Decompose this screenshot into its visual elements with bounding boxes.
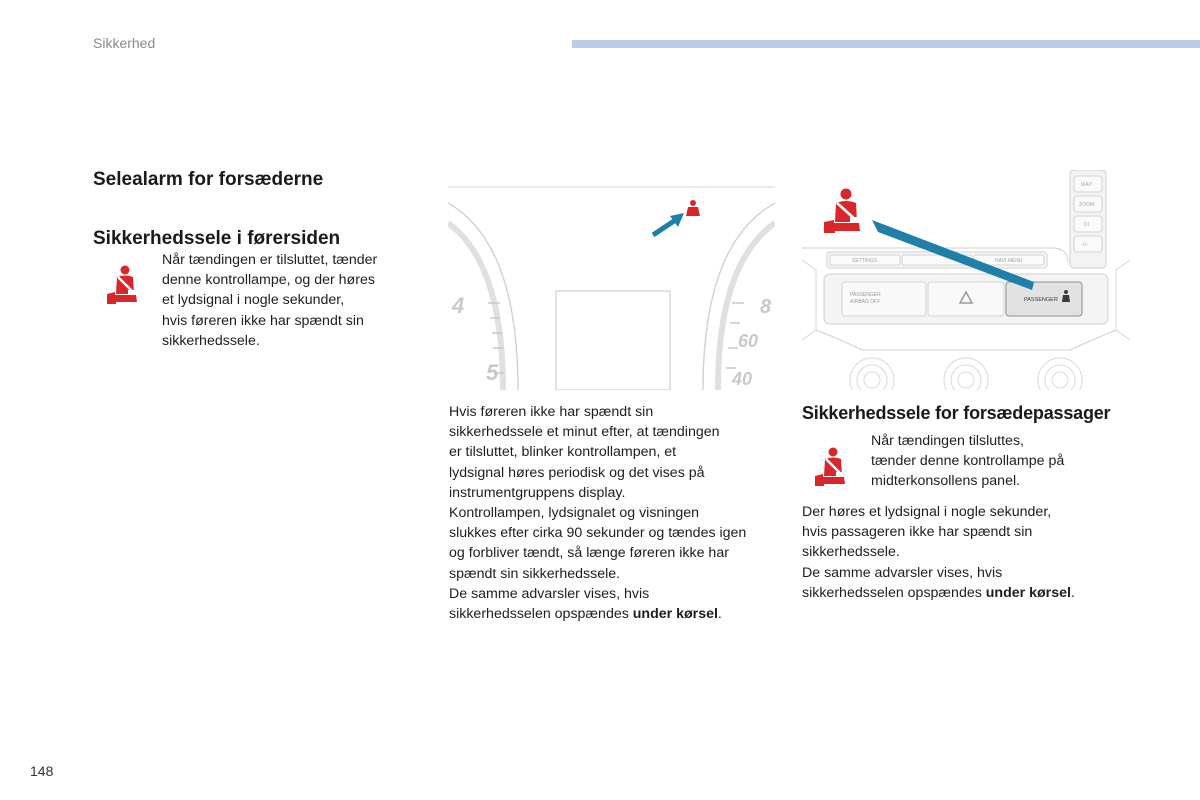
- text-span: .: [717, 606, 722, 623]
- text-line: instrumentgruppens display.: [449, 484, 626, 501]
- page-heading: Selealarm for forsæderne: [93, 169, 324, 190]
- airbag-label: PASSENGER: [850, 292, 881, 298]
- console-side-label: ZOOM: [1079, 202, 1094, 208]
- seatbelt-warning-large-icon: [824, 189, 860, 234]
- text-line: tænder denne kontrollampe på: [871, 453, 1065, 470]
- console-side-label: +/-: [1082, 242, 1088, 248]
- seatbelt-warning-icon: [812, 446, 854, 490]
- gauge-number: 5: [486, 360, 499, 385]
- text-line: er tilsluttet, blinker kontrollampen, et: [449, 444, 677, 461]
- emphasis-text: under kørsel: [632, 606, 718, 623]
- passenger-intro: [871, 431, 1111, 492]
- airbag-label: AIRBAG OFF: [850, 299, 881, 305]
- text-line: [802, 583, 1112, 603]
- text-line: hvis føreren ikke har spændt sin: [162, 312, 364, 329]
- console-side-label: MAP: [1081, 182, 1092, 188]
- passenger-details: [802, 502, 1112, 603]
- text-line: denne kontrollampe, og der høres: [162, 272, 375, 289]
- console-button-label: SETTINGS: [852, 258, 878, 264]
- driver-description: [162, 250, 412, 351]
- text-line: Når tændingen tilsluttes,: [871, 433, 1024, 449]
- text-line: Når tændingen er tilsluttet, tænder: [162, 252, 378, 268]
- text-line: midterkonsollens panel.: [871, 473, 1021, 490]
- console-button-label: NAVI MENU: [995, 258, 1023, 264]
- text-line: hvis passageren ikke har spændt sin: [802, 524, 1033, 541]
- text-line: De samme advarsler vises, hvis: [449, 585, 650, 602]
- seatbelt-indicator-icon: [686, 200, 700, 216]
- text-line: De samme advarsler vises, hvis: [802, 564, 1003, 581]
- section-title: Sikkerhed: [93, 35, 156, 51]
- instrument-cluster-figure: [448, 183, 775, 390]
- center-console-figure: [802, 170, 1130, 390]
- text-span: sikkerhedsselen opspændes: [802, 584, 986, 601]
- text-line: [449, 604, 779, 624]
- text-line: Hvis føreren ikke har spændt sin: [449, 404, 654, 420]
- console-side-label: DI: [1084, 222, 1089, 228]
- seatbelt-warning-icon: [104, 264, 146, 308]
- text-line: Der høres et lydsignal i nogle sekunder,: [802, 504, 1052, 520]
- gauge-number: 4: [452, 293, 465, 318]
- page-number: 148: [30, 763, 54, 779]
- driver-heading: Sikkerhedssele i førersiden: [93, 228, 341, 249]
- text-line: og forbliver tændt, så længe føreren ikke har: [449, 545, 729, 562]
- text-line: sikkerhedssele.: [802, 544, 900, 561]
- header-accent-bar: [572, 40, 1200, 48]
- text-line: slukkes efter cirka 90 sekunder og tændes igen: [449, 525, 747, 542]
- emphasis-text: under kørsel: [985, 584, 1071, 601]
- pointer-arrow-icon: [653, 213, 684, 235]
- text-line: lydsignal høres periodisk og det vises på: [449, 464, 705, 481]
- text-span: sikkerhedsselen opspændes: [449, 606, 633, 623]
- text-line: et lydsignal i nogle sekunder,: [162, 292, 345, 309]
- text-line: sikkerhedssele.: [162, 332, 260, 349]
- text-line: sikkerhedssele et minut efter, at tændingen: [449, 424, 720, 441]
- text-line: spændt sin sikkerhedssele.: [449, 565, 621, 582]
- driver-warning-details: [449, 402, 779, 624]
- text-span: .: [1070, 584, 1075, 601]
- passenger-button-label: PASSENGER: [1024, 297, 1058, 303]
- text-line: Kontrollampen, lydsignalet og visningen: [449, 505, 700, 522]
- gauge-number: 8: [760, 296, 772, 318]
- passenger-heading: Sikkerhedssele for forsædepassager: [802, 403, 1111, 423]
- gauge-number: 60: [738, 331, 759, 351]
- gauge-number: 40: [732, 369, 753, 389]
